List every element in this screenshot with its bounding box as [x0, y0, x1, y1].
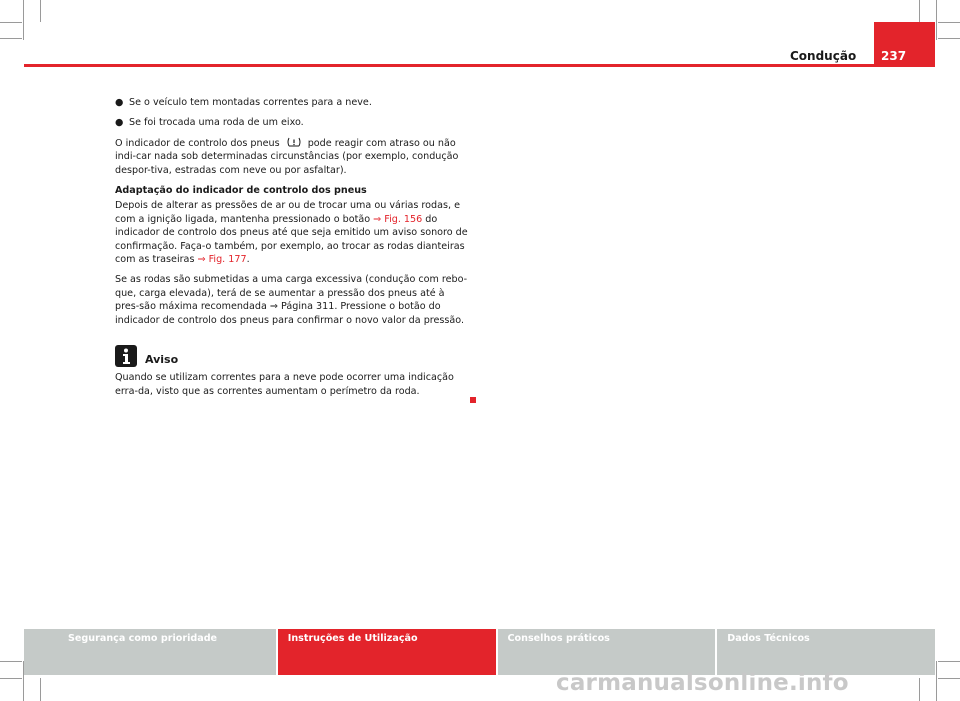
- tire-pressure-icon: [286, 137, 302, 147]
- tab-dados-tecnicos[interactable]: Dados Técnicos: [717, 629, 935, 675]
- crop-mark: [938, 661, 960, 662]
- crop-mark: [0, 661, 22, 662]
- list-item: ● Se o veículo tem montadas correntes para a neve.: [115, 97, 372, 108]
- footer-nav: [24, 629, 935, 675]
- crop-mark: [919, 678, 920, 701]
- page-number: 237: [881, 49, 907, 63]
- crop-mark: [40, 0, 41, 22]
- note-label: Aviso: [145, 352, 179, 366]
- section-end-marker: [470, 397, 476, 403]
- crop-mark: [938, 678, 960, 679]
- note-header: [115, 345, 470, 367]
- section-heading: Adaptação do indicador de controlo dos pneus: [115, 185, 367, 197]
- crop-mark: [0, 38, 22, 39]
- crop-mark: [938, 22, 960, 23]
- crop-mark: [0, 22, 22, 23]
- tab-instrucoes[interactable]: Instruções de Utilização: [278, 629, 496, 675]
- crop-mark: [936, 0, 937, 40]
- note-text: Quando se utilizam correntes para a neve pode ocorrer uma indicação erra-da, visto que as correntes aumentam o perímetro da roda.: [115, 372, 454, 397]
- crop-mark: [938, 38, 960, 39]
- paragraph: Se as rodas são submetidas a uma carga excessiva (condução com rebo-que, carga elevada), terá de se aumentar a pressão dos pneus até à pres-são máxima recomendada ⇒ Página 311. Pressione o botão do indicador de controlo dos pneus para confirmar o novo valor da pressão.: [115, 274, 468, 326]
- figure-link[interactable]: ⇒ Fig. 177: [197, 254, 247, 266]
- crop-mark: [936, 661, 937, 701]
- list-item: ● Se foi trocada uma roda de um eixo.: [115, 117, 304, 129]
- crop-mark: [23, 0, 24, 40]
- paragraph: Depois de alterar as pressões de ar ou de trocar uma ou várias rodas, e com a ignição ligada, mantenha pressionado o botão ⇒ Fig. 156 do indicador de controlo dos pneus até que seja emitido um aviso sonoro de confirmação. Faça-o também, por exemplo, ao trocar as rodas dianteiras com as traseiras ⇒ Fig. 177.: [115, 200, 468, 266]
- paragraph: O indicador de controlo dos pneus pode reagir com atraso ou não indi-car nada sob determinadas circunstâncias (por exemplo, condução despor-tiva, estradas com neve ou por asfaltar).: [115, 137, 459, 176]
- figure-link[interactable]: ⇒ Fig. 156: [373, 213, 423, 225]
- bullet-icon: ●: [115, 117, 124, 129]
- crop-mark: [919, 0, 920, 22]
- bullet-icon: ●: [115, 97, 124, 108]
- tab-seguranca[interactable]: Segurança como prioridade: [24, 629, 276, 675]
- section-title: Condução: [790, 49, 857, 63]
- info-note-icon: [115, 345, 137, 367]
- watermark: carmanualsonline.info: [556, 670, 849, 696]
- header-rule: [24, 64, 935, 67]
- tab-conselhos[interactable]: Conselhos práticos: [498, 629, 716, 675]
- body-text: [115, 96, 470, 398]
- crop-mark: [0, 678, 22, 679]
- crop-mark: [40, 678, 41, 701]
